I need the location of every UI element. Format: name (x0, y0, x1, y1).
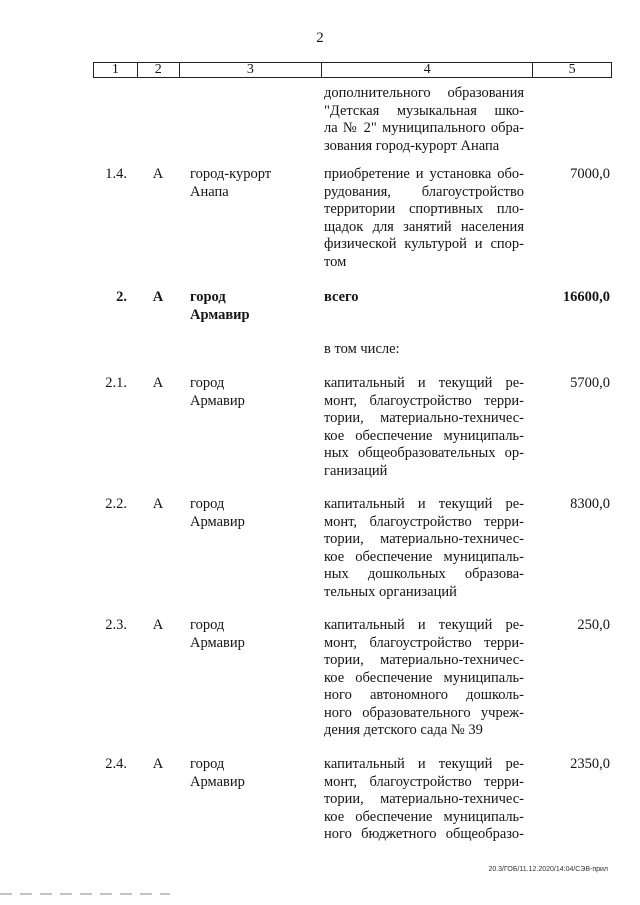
place-line: город (190, 756, 225, 772)
description-line: капитальный и текущий ре- (324, 617, 524, 633)
row-number: 2.4. (105, 756, 127, 772)
row-amount: 250,0 (577, 617, 610, 633)
row-number: 2.2. (105, 496, 127, 512)
description-line: капитальный и текущий ре- (324, 756, 524, 772)
row-number: 1.4. (105, 166, 127, 182)
row-amount: 8300,0 (570, 496, 610, 512)
row-number: 2. (116, 289, 127, 305)
row-category: А (152, 375, 164, 391)
description-line: кое обеспечение муниципаль- (324, 669, 524, 686)
place-line: город (190, 289, 226, 305)
row-place (190, 756, 300, 791)
place-line: город (190, 375, 225, 391)
scan-artifact (0, 893, 170, 895)
description-line: дения детского сада № 39 (324, 722, 483, 738)
description-line: тории, материально-техничес- (324, 531, 524, 547)
row-amount: 5700,0 (570, 375, 610, 391)
row-category: А (152, 289, 164, 305)
description-line: ного образовательного учреж- (324, 704, 524, 721)
row-amount: 16600,0 (562, 289, 610, 305)
page-number: 2 (316, 30, 324, 46)
row-category: А (152, 496, 164, 512)
row-number: 2.3. (105, 617, 127, 633)
description-line: ного бюджетного общеобразо- (324, 826, 524, 842)
row-description (324, 496, 524, 601)
description-line: приобретение и установка обо- (324, 166, 524, 182)
row-description (324, 289, 524, 307)
continuation-text (324, 85, 524, 155)
description-line: рудования, благоустройство (324, 183, 524, 200)
place-line: Анапа (190, 183, 229, 200)
header-col-4: 4 (322, 63, 533, 77)
description-line: территории спортивных пло- (324, 201, 524, 217)
row-description (324, 617, 524, 740)
row-amount: 7000,0 (570, 166, 610, 182)
place-line: город-курорт (190, 166, 272, 182)
description-line: тории, материально-техничес- (324, 652, 524, 668)
description-line: ных дошкольных образова- (324, 566, 524, 582)
header-col-1: 1 (94, 63, 138, 77)
description-line: том (324, 253, 347, 270)
description-line: монт, благоустройство терри- (324, 392, 524, 409)
place-line: Армавир (190, 513, 245, 530)
description-line: монт, благоустройство терри- (324, 513, 524, 530)
header-col-5: 5 (568, 62, 576, 77)
place-line: Армавир (190, 306, 250, 323)
row-place (190, 375, 300, 410)
description-line: всего (324, 289, 359, 305)
description-line: тории, материально-техничес- (324, 410, 524, 426)
table-header-row (93, 62, 612, 78)
header-col-2: 2 (138, 63, 180, 77)
row-description (324, 756, 524, 844)
description-line: капитальный и текущий ре- (324, 375, 524, 391)
description-line: ных общеобразовательных ор- (324, 445, 524, 461)
continuation-line: ла № 2" муниципального обра- (324, 120, 524, 136)
description-line: физической культурой и спор- (324, 236, 524, 252)
row-amount: 2350,0 (570, 756, 610, 772)
continuation-line: "Детская музыкальная шко- (324, 102, 524, 119)
row-place (190, 166, 300, 201)
description-line: тельных организаций (324, 583, 457, 600)
place-line: Армавир (190, 773, 245, 790)
row-category: А (152, 166, 164, 182)
continuation-line: дополнительного образования (324, 85, 524, 101)
description-line: кое обеспечение муниципаль- (324, 427, 524, 444)
row-category: А (152, 756, 164, 772)
including-label (324, 341, 524, 359)
row-description (324, 375, 524, 480)
row-place (190, 496, 300, 531)
description-line: монт, благоустройство терри- (324, 773, 524, 790)
header-col-3: 3 (180, 63, 322, 77)
description-line: монт, благоустройство терри- (324, 634, 524, 651)
continuation-line: зования город-курорт Анапа (324, 137, 500, 154)
place-line: Армавир (190, 392, 245, 409)
description-line: кое обеспечение муниципаль- (324, 808, 524, 825)
row-category: А (152, 617, 164, 633)
description-line: ного автономного дошколь- (324, 687, 524, 703)
row-number: 2.1. (105, 375, 127, 391)
description-line: щадок для занятий населения (324, 218, 524, 235)
description-line: кое обеспечение муниципаль- (324, 548, 524, 565)
row-place (190, 289, 300, 324)
description-line: тории, материально-техничес- (324, 791, 524, 807)
description-line: капитальный и текущий ре- (324, 496, 524, 512)
row-place (190, 617, 300, 652)
place-line: Армавир (190, 634, 245, 651)
description-line: в том числе: (324, 341, 400, 357)
place-line: город (190, 617, 225, 633)
description-line: ганизаций (324, 462, 388, 479)
row-description (324, 166, 524, 271)
place-line: город (190, 496, 225, 512)
document-code: 20.3/ГОБ/11.12.2020/14:04/СЭВ-прил (488, 866, 608, 873)
